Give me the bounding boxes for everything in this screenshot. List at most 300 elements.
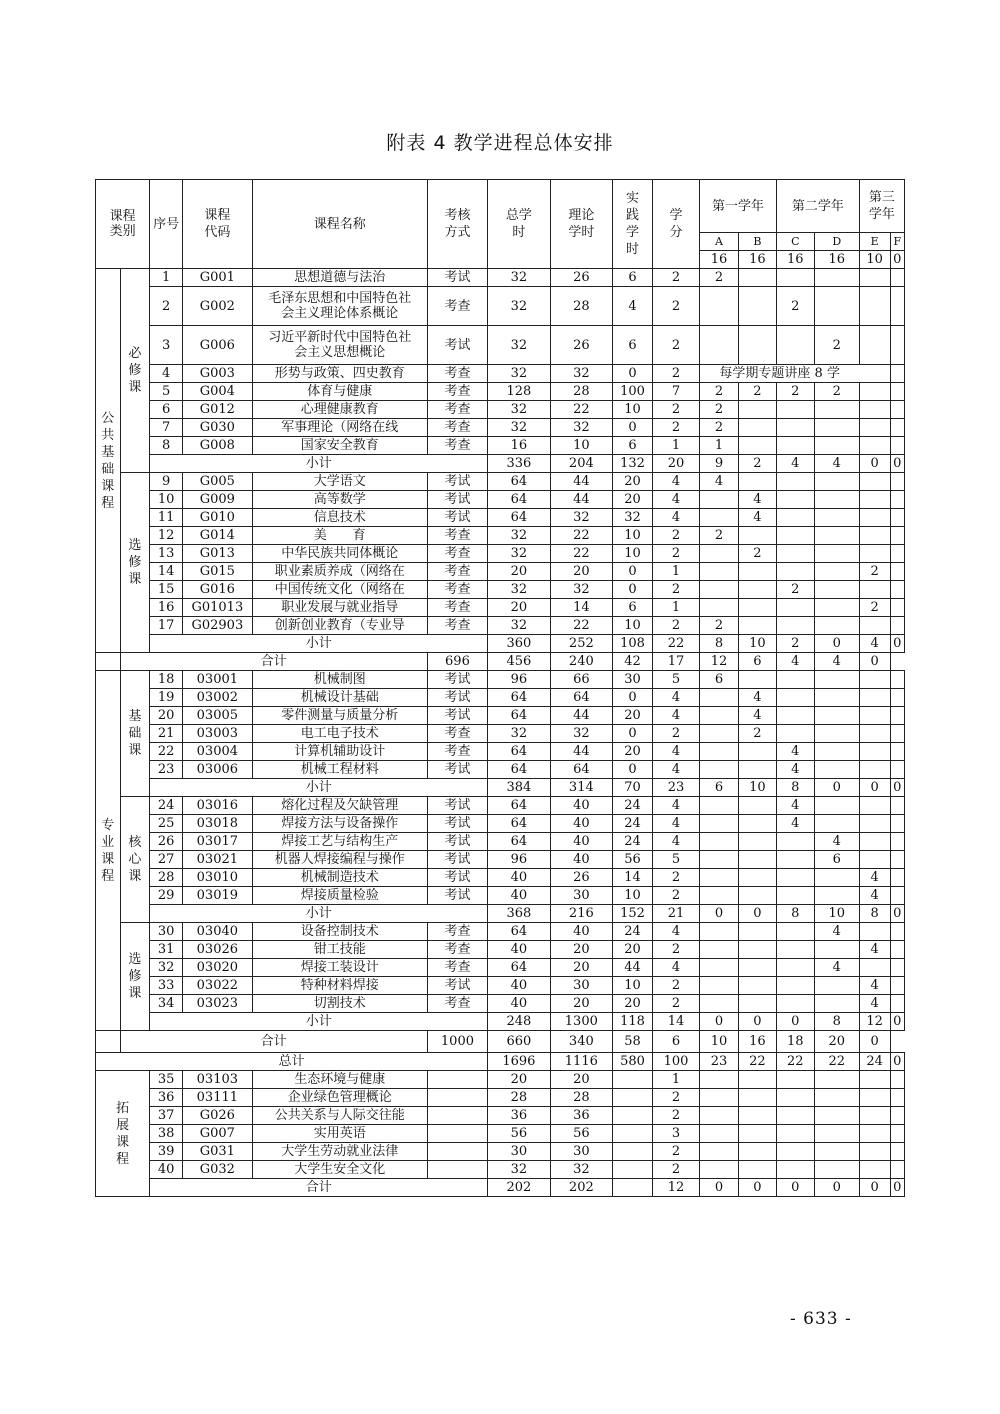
cell-credit: 2 <box>652 545 699 563</box>
cell-term-e: 4 <box>859 977 890 995</box>
cell-term-b <box>738 761 776 779</box>
subtotal-row <box>96 635 905 653</box>
cell-term-f <box>890 581 904 599</box>
cell-term-e: 4 <box>859 635 890 653</box>
cell-credit: 4 <box>652 797 699 815</box>
cell-theory: 1116 <box>550 1053 612 1071</box>
table-row <box>96 671 905 689</box>
cell-theory: 314 <box>550 779 612 797</box>
section-major: 专业课程 <box>96 671 121 1031</box>
cell-total: 30 <box>488 1143 550 1161</box>
cell-term-c: 8 <box>776 905 814 923</box>
header-year1: 第一学年 <box>700 180 777 233</box>
cell-term-f <box>890 383 904 401</box>
cell-theory: 40 <box>550 851 612 869</box>
cell-term-f <box>890 851 904 869</box>
cell-total: 360 <box>488 635 550 653</box>
table-row <box>96 365 905 383</box>
cell-term-f: 0 <box>859 653 890 671</box>
cell-course-name: 信息技术 <box>252 509 427 527</box>
cell-total: 64 <box>488 833 550 851</box>
cell-credit: 100 <box>652 1053 699 1071</box>
cell-term-a <box>700 326 739 365</box>
cell-exam <box>427 1089 487 1107</box>
table-row <box>96 1125 905 1143</box>
cell-term-a <box>700 599 739 617</box>
cell-total: 64 <box>488 491 550 509</box>
cell-term-b <box>738 869 776 887</box>
cell-term-f <box>890 995 904 1013</box>
cell-term-e <box>859 269 890 287</box>
cell-term-d: 4 <box>814 923 859 941</box>
cell-exam: 考试 <box>427 491 487 509</box>
cell-code: G02903 <box>183 617 253 635</box>
cell-theory: 40 <box>550 797 612 815</box>
weeks-d: 16 <box>814 251 859 269</box>
cell-theory: 44 <box>550 473 612 491</box>
cell-total: 1696 <box>488 1053 550 1071</box>
cell-term-d: 4 <box>814 455 859 473</box>
cell-credit: 2 <box>652 401 699 419</box>
cell-term-f <box>890 743 904 761</box>
cell-code: 03111 <box>183 1089 253 1107</box>
cell-term-a <box>700 923 739 941</box>
cell-exam: 考试 <box>427 833 487 851</box>
cell-code: 03010 <box>183 869 253 887</box>
cell-term-f <box>890 833 904 851</box>
cell-credit: 3 <box>652 1125 699 1143</box>
summary-label: 总计 <box>96 1053 488 1071</box>
cell-term-e <box>859 689 890 707</box>
cell-term-b: 22 <box>738 1053 776 1071</box>
cell-term-e: 2 <box>859 563 890 581</box>
cell-total: 64 <box>488 923 550 941</box>
cell-code: G015 <box>183 563 253 581</box>
cell-term-d <box>814 527 859 545</box>
cell-term-c <box>776 1089 814 1107</box>
cell-term-e <box>859 833 890 851</box>
cell-term-f <box>890 1089 904 1107</box>
table-row <box>96 1071 905 1089</box>
cell-credit: 4 <box>652 761 699 779</box>
cell-term-b <box>738 959 776 977</box>
weeks-e: 10 <box>859 251 890 269</box>
cell-term-d: 2 <box>814 383 859 401</box>
table-row <box>96 761 905 779</box>
cell-code: 03020 <box>183 959 253 977</box>
cell-total: 32 <box>488 527 550 545</box>
cell-term-f <box>890 599 904 617</box>
cell-term-e: 8 <box>859 905 890 923</box>
cell-term-a <box>700 761 739 779</box>
section-expand: 拓展课程 <box>96 1071 150 1197</box>
cell-practice <box>613 1107 653 1125</box>
table-row <box>96 545 905 563</box>
cell-code: 03026 <box>183 941 253 959</box>
cell-exam: 考查 <box>427 287 487 326</box>
header-exam: 考核方式 <box>427 180 487 269</box>
cell-credit: 1 <box>652 1071 699 1089</box>
cell-term-d <box>814 581 859 599</box>
cell-seq: 14 <box>150 563 183 581</box>
cell-term-c: 4 <box>776 797 814 815</box>
cell-credit: 4 <box>652 491 699 509</box>
cell-total: 56 <box>488 1125 550 1143</box>
cell-term-e <box>859 473 890 491</box>
cell-course-name: 机械设计基础 <box>252 689 427 707</box>
cell-term-d <box>814 419 859 437</box>
cell-total: 40 <box>488 995 550 1013</box>
cell-theory: 204 <box>550 455 612 473</box>
cell-total: 368 <box>488 905 550 923</box>
cell-seq: 38 <box>150 1125 183 1143</box>
cell-course-name: 企业绿色管理概论 <box>252 1089 427 1107</box>
cell-term-c <box>776 923 814 941</box>
cell-practice: 10 <box>613 527 653 545</box>
cell-term-a <box>700 1125 739 1143</box>
cell-term-e: 0 <box>859 779 890 797</box>
cell-term-b <box>738 1089 776 1107</box>
cell-term-b <box>738 527 776 545</box>
cell-term-c: 4 <box>776 455 814 473</box>
cell-theory: 456 <box>488 653 550 671</box>
cell-credit: 14 <box>652 1013 699 1031</box>
cell-term-f: 0 <box>890 905 904 923</box>
cell-total: 128 <box>488 383 550 401</box>
cell-term-e <box>859 437 890 455</box>
table-row <box>96 437 905 455</box>
cell-term-d <box>814 707 859 725</box>
cell-term-e <box>859 383 890 401</box>
cell-term-b <box>738 1071 776 1089</box>
cell-code: G001 <box>183 269 253 287</box>
cell-term-f <box>890 269 904 287</box>
summary-label: 小计 <box>150 779 488 797</box>
cell-term-b <box>738 833 776 851</box>
term-e: E <box>859 233 890 251</box>
cell-term-f <box>890 671 904 689</box>
cell-theory: 44 <box>550 743 612 761</box>
cell-exam: 考试 <box>427 869 487 887</box>
cell-term-c <box>776 995 814 1013</box>
table-row <box>96 959 905 977</box>
cell-term-f: 0 <box>890 1013 904 1031</box>
cell-exam: 考查 <box>427 617 487 635</box>
cell-code: 03103 <box>183 1071 253 1089</box>
cell-exam: 考查 <box>427 419 487 437</box>
cell-credit: 4 <box>652 833 699 851</box>
cell-practice: 44 <box>613 959 653 977</box>
table-row <box>96 743 905 761</box>
cell-term-b <box>738 743 776 761</box>
cell-course-name: 国家安全教育 <box>252 437 427 455</box>
cell-term-f <box>890 1107 904 1125</box>
cell-credit: 2 <box>652 419 699 437</box>
cell-term-a <box>700 1089 739 1107</box>
cell-term-f <box>890 887 904 905</box>
cell-credit: 2 <box>652 617 699 635</box>
table-row <box>96 491 905 509</box>
cell-seq: 18 <box>150 671 183 689</box>
cell-term-d <box>814 1125 859 1143</box>
cell-seq: 30 <box>150 923 183 941</box>
cell-theory: 10 <box>550 437 612 455</box>
cell-credit: 23 <box>652 779 699 797</box>
cell-term-b: 10 <box>738 635 776 653</box>
section-core: 核心课 <box>120 797 150 923</box>
cell-credit: 1 <box>652 599 699 617</box>
cell-code: G004 <box>183 383 253 401</box>
cell-term-b <box>738 941 776 959</box>
cell-theory: 56 <box>550 1125 612 1143</box>
cell-term-f <box>890 545 904 563</box>
cell-total: 32 <box>488 617 550 635</box>
cell-practice <box>613 1161 653 1179</box>
table-row <box>96 1107 905 1125</box>
cell-code: G012 <box>183 401 253 419</box>
cell-term-a <box>700 869 739 887</box>
cell-term-c: 4 <box>776 761 814 779</box>
cell-term-e <box>859 815 890 833</box>
cell-term-d <box>814 725 859 743</box>
cell-term-c: 2 <box>776 581 814 599</box>
cell-term-d <box>814 287 859 326</box>
cell-theory: 660 <box>488 1031 550 1053</box>
cell-term-c <box>776 509 814 527</box>
cell-term-e <box>859 1071 890 1089</box>
cell-term-f <box>890 509 904 527</box>
cell-term-e <box>859 581 890 599</box>
cell-practice: 0 <box>613 563 653 581</box>
cell-term-a: 2 <box>700 383 739 401</box>
cell-exam: 考查 <box>427 365 487 383</box>
table-row <box>96 473 905 491</box>
cell-term-b <box>738 995 776 1013</box>
cell-theory: 32 <box>550 419 612 437</box>
cell-term-f: 0 <box>890 1053 904 1071</box>
cell-term-d: 4 <box>776 653 814 671</box>
cell-term-a <box>700 743 739 761</box>
cell-term-b <box>738 1107 776 1125</box>
cell-code: 03017 <box>183 833 253 851</box>
cell-seq: 3 <box>150 326 183 365</box>
table-row <box>96 1161 905 1179</box>
cell-term-f <box>890 287 904 326</box>
cell-exam: 考查 <box>427 959 487 977</box>
cell-theory: 40 <box>550 815 612 833</box>
cell-exam: 考查 <box>427 383 487 401</box>
cell-term-f <box>890 797 904 815</box>
cell-total: 32 <box>488 269 550 287</box>
cell-term-a: 6 <box>652 1031 699 1053</box>
cell-practice: 20 <box>613 473 653 491</box>
page-number: - 633 - <box>790 1309 852 1329</box>
cell-seq: 24 <box>150 797 183 815</box>
cell-practice: 10 <box>613 401 653 419</box>
cell-credit: 20 <box>652 455 699 473</box>
cell-course-name: 形势与政策、四史教育 <box>252 365 427 383</box>
cell-term-d <box>814 1071 859 1089</box>
cell-course-name: 机器人焊接编程与操作 <box>252 851 427 869</box>
cell-exam: 考试 <box>427 326 487 365</box>
cell-term-e: 24 <box>859 1053 890 1071</box>
cell-course-name: 实用英语 <box>252 1125 427 1143</box>
cell-term-c <box>776 707 814 725</box>
cell-term-b: 4 <box>738 707 776 725</box>
cell-term-a <box>700 509 739 527</box>
cell-theory: 44 <box>550 707 612 725</box>
table-row <box>96 419 905 437</box>
cell-course-name: 焊接质量检验 <box>252 887 427 905</box>
cell-term-b <box>738 797 776 815</box>
section-required: 必修课 <box>120 269 150 473</box>
cell-term-f <box>890 941 904 959</box>
cell-term-e <box>859 326 890 365</box>
cell-seq: 10 <box>150 491 183 509</box>
cell-practice: 24 <box>613 815 653 833</box>
cell-term-c <box>776 563 814 581</box>
cell-code: G013 <box>183 545 253 563</box>
cell-total: 28 <box>488 1089 550 1107</box>
cell-term-c <box>776 545 814 563</box>
total-row <box>96 653 905 671</box>
cell-credit: 4 <box>652 509 699 527</box>
table-row <box>96 815 905 833</box>
cell-practice: 340 <box>550 1031 612 1053</box>
cell-theory: 14 <box>550 599 612 617</box>
cell-term-d <box>814 815 859 833</box>
cell-seq: 35 <box>150 1071 183 1089</box>
cell-total: 64 <box>488 707 550 725</box>
cell-theory: 32 <box>550 509 612 527</box>
cell-theory: 216 <box>550 905 612 923</box>
cell-term-c: 4 <box>776 815 814 833</box>
cell-term-a <box>700 287 739 326</box>
cell-seq: 36 <box>150 1089 183 1107</box>
cell-code: 03019 <box>183 887 253 905</box>
cell-course-name: 中国传统文化（网络在 <box>252 581 427 599</box>
cell-term-d <box>814 671 859 689</box>
cell-term-a <box>700 491 739 509</box>
cell-course-name: 军事理论（网络在线 <box>252 419 427 437</box>
cell-exam: 考试 <box>427 509 487 527</box>
cell-term-d: 6 <box>814 851 859 869</box>
cell-term-a: 2 <box>700 617 739 635</box>
cell-code: 03005 <box>183 707 253 725</box>
cell-seq: 25 <box>150 815 183 833</box>
cell-practice: 0 <box>613 725 653 743</box>
cell-term-d <box>814 995 859 1013</box>
cell-term-e <box>859 725 890 743</box>
cell-theory: 1300 <box>550 1013 612 1031</box>
cell-term-b <box>738 923 776 941</box>
cell-term-c <box>776 977 814 995</box>
cell-course-name: 电工电子技术 <box>252 725 427 743</box>
table-row <box>96 707 905 725</box>
cell-term-c <box>776 527 814 545</box>
cell-term-e <box>859 743 890 761</box>
cell-practice: 240 <box>550 653 612 671</box>
cell-practice: 0 <box>613 419 653 437</box>
cell-theory: 32 <box>550 1161 612 1179</box>
cell-course-name: 大学生劳动就业法律 <box>252 1143 427 1161</box>
cell-term-e <box>859 617 890 635</box>
cell-term-f <box>890 491 904 509</box>
cell-term-b: 4 <box>738 689 776 707</box>
cell-term-b <box>738 887 776 905</box>
cell-code: G009 <box>183 491 253 509</box>
cell-credit: 42 <box>613 653 653 671</box>
cell-term-d <box>814 491 859 509</box>
cell-seq: 21 <box>150 725 183 743</box>
cell-term-e <box>859 491 890 509</box>
cell-term-d <box>814 401 859 419</box>
cell-exam: 考查 <box>427 725 487 743</box>
cell-credit: 5 <box>652 671 699 689</box>
table-row <box>96 923 905 941</box>
cell-term-b <box>738 617 776 635</box>
cell-code: G008 <box>183 437 253 455</box>
cell-credit: 2 <box>652 1161 699 1179</box>
cell-exam: 考试 <box>427 473 487 491</box>
cell-term-f <box>890 977 904 995</box>
header-year3: 第三学年 <box>859 180 904 233</box>
cell-seq: 31 <box>150 941 183 959</box>
cell-term-a <box>700 1071 739 1089</box>
cell-term-f <box>890 869 904 887</box>
cell-practice: 6 <box>613 437 653 455</box>
cell-theory: 20 <box>550 959 612 977</box>
cell-term-a: 4 <box>700 473 739 491</box>
cell-code: G01013 <box>183 599 253 617</box>
cell-exam <box>427 1107 487 1125</box>
cell-term-f <box>890 437 904 455</box>
cell-term-b: 12 <box>700 653 739 671</box>
cell-code: G002 <box>183 287 253 326</box>
cell-term-c: 4 <box>776 743 814 761</box>
cell-theory: 20 <box>550 941 612 959</box>
cell-code: 03016 <box>183 797 253 815</box>
subtotal-row <box>96 455 905 473</box>
cell-term-a <box>700 1107 739 1125</box>
cell-term-f: 0 <box>890 635 904 653</box>
cell-code: 03006 <box>183 761 253 779</box>
cell-term-e: 4 <box>859 941 890 959</box>
cell-total: 32 <box>488 401 550 419</box>
cell-term-d: 8 <box>814 1013 859 1031</box>
cell-practice: 20 <box>613 941 653 959</box>
cell-seq: 20 <box>150 707 183 725</box>
cell-term-c <box>776 1071 814 1089</box>
cell-term-f <box>890 419 904 437</box>
cell-term-b <box>738 437 776 455</box>
cell-term-d: 4 <box>814 833 859 851</box>
cell-term-c: 6 <box>738 653 776 671</box>
cell-code: G016 <box>183 581 253 599</box>
cell-term-b <box>738 287 776 326</box>
cell-seq: 7 <box>150 419 183 437</box>
cell-term-e: 4 <box>859 887 890 905</box>
cell-course-name: 高等数学 <box>252 491 427 509</box>
cell-theory: 26 <box>550 869 612 887</box>
cell-exam: 考试 <box>427 851 487 869</box>
cell-credit: 4 <box>652 743 699 761</box>
cell-credit: 5 <box>652 851 699 869</box>
table-row <box>96 269 905 287</box>
cell-term-b: 0 <box>738 1013 776 1031</box>
cell-term-a <box>700 815 739 833</box>
cell-exam <box>427 1125 487 1143</box>
